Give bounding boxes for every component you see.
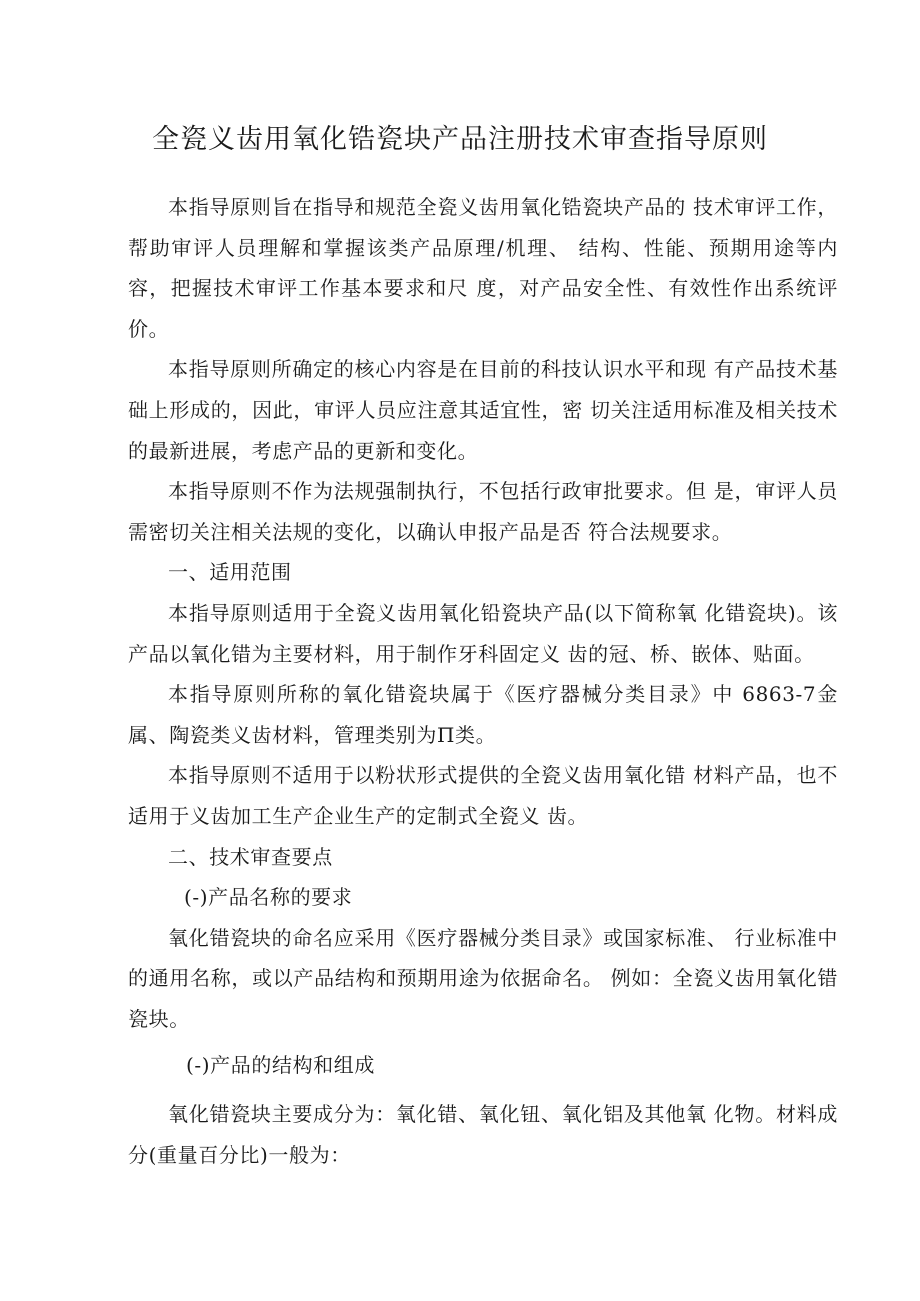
paragraph-purpose: 本指导原则旨在指导和规范全瓷义齿用氧化锆瓷块产品的 技术审评工作，帮助审评人员理解和掌握该类产品原理/机理、 结构、性能、预期用途等内容，把握技术审评工作基本要求和尺 度，对产品安全性、有效性作出系统评价。 [128,195,838,341]
document-body [128,187,838,1175]
subheading-product-name: (-)产品名称的要求 [184,885,353,910]
subheading-structure: (-)产品的结构和组成 [186,1053,375,1078]
paragraph-classification: 本指导原则所称的氧化错瓷块属于《医疗器械分类目录》中 6863-7金属、陶瓷类义齿材料，管理类别为Π类。 [128,682,838,747]
document-title: 全瓷义齿用氧化锆瓷块产品注册技术审查指导原则 [152,124,768,155]
paragraph-scope: 本指导原则适用于全瓷义齿用氧化铅瓷块产品(以下简称氧 化错瓷块)。该产品以氧化错为主要材料，用于制作牙科固定义 齿的冠、桥、嵌体、贴面。 [128,600,838,666]
section-heading-scope: 一、适用范围 [168,560,292,585]
paragraph-core-content: 本指导原则所确定的核心内容是在目前的科技认识水平和现 有产品技术基础上形成的，因此，审评人员应注意其适宜性，密 切关注适用标准及相关技术的最新进展，考虑产品的更新和变化。 [128,357,838,463]
paragraph-composition: 氧化错瓷块主要成分为：氧化错、氧化钮、氧化铝及其他氧 化物。材料成分(重量百分比)一般为： [128,1102,838,1167]
paragraph-regulation-note: 本指导原则不作为法规强制执行，不包括行政审批要求。但 是，审评人员需密切关注相关法规的变化，以确认申报产品是否 符合法规要求。 [128,479,838,544]
paragraph-exclusions: 本指导原则不适用于以粉状形式提供的全瓷义齿用氧化错 材料产品，也不适用于义齿加工生产企业生产的定制式全瓷义 齿。 [128,763,838,828]
section-heading-review-points: 二、技术审查要点 [168,844,333,869]
paragraph-naming: 氧化错瓷块的命名应采用《医疗器械分类目录》或国家标准、 行业标准中的通用名称，或以产品结构和预期用途为依据命名。 例如：全瓷义齿用氧化错瓷块。 [128,925,838,1031]
